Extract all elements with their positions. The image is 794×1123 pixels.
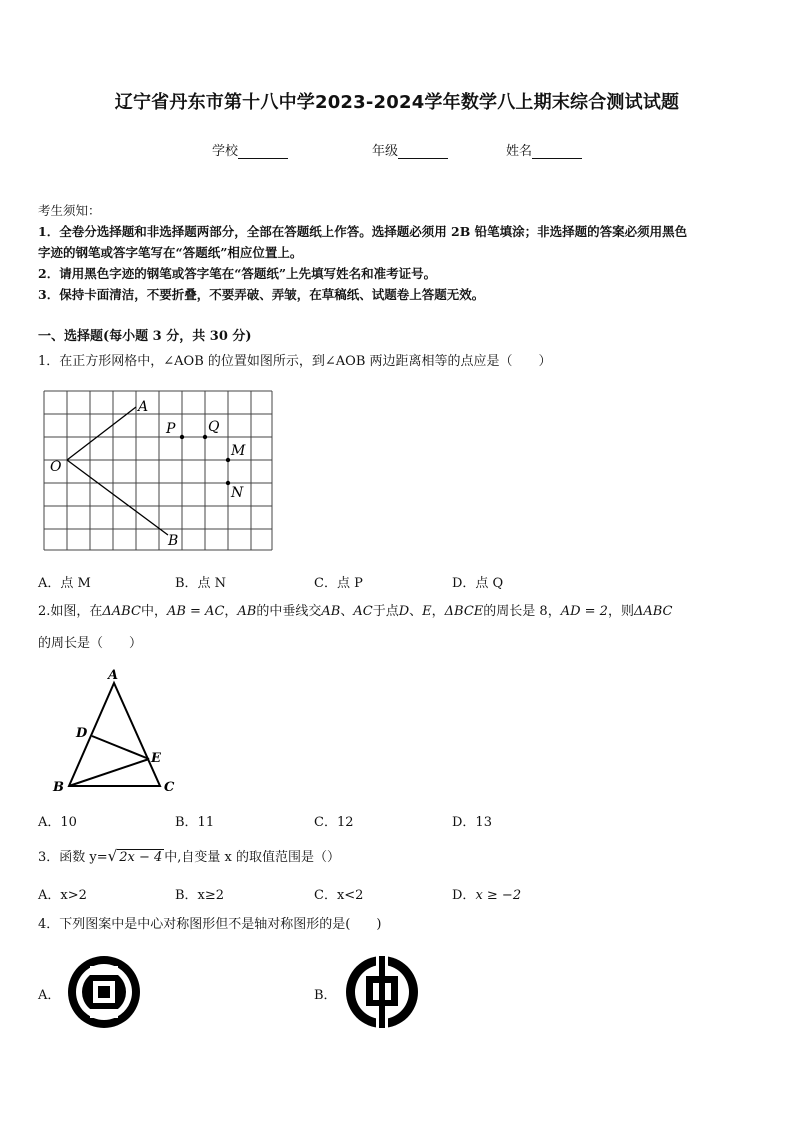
grid-lines <box>44 391 272 550</box>
bank-logo-icon <box>342 952 422 1032</box>
notice-heading: 考生须知： <box>38 203 101 218</box>
label-d: D <box>76 726 88 741</box>
q2-part: ， <box>224 604 238 619</box>
question-1-text: 1．在正方形网格中，∠AOB 的位置如图所示，到∠AOB 两边距离相等的点应是（ ） <box>38 354 552 369</box>
label-n: N <box>231 485 244 501</box>
q1-option-d: D．点 Q <box>452 576 504 591</box>
q2-part: 的中垂线交 <box>256 604 322 619</box>
grade-label: 年级 <box>372 144 399 159</box>
q2-math: AB <box>321 604 341 619</box>
label-b: B <box>168 533 179 549</box>
point-q <box>203 435 207 439</box>
label-q: Q <box>208 419 220 435</box>
label-a: A <box>138 399 149 415</box>
segment-be <box>69 759 149 786</box>
notice-item: 字迹的钢笔或答字笔写在“答题纸”相应位置上。 <box>38 245 303 260</box>
q3-text-before: 3．函数 y= <box>38 850 108 865</box>
school-field <box>212 140 288 159</box>
name-field <box>506 140 582 159</box>
q2-math: AD = 2 <box>560 604 608 619</box>
q2-option-a: A．10 <box>38 815 77 830</box>
point-p <box>180 435 184 439</box>
q1-option-c: C．点 P <box>314 576 363 591</box>
label-p: P <box>166 421 176 437</box>
q3-option-b: B．x≥2 <box>175 888 225 903</box>
name-label: 姓名 <box>506 144 533 159</box>
q2-part: ，则 <box>607 604 634 619</box>
q2-part: 于点 <box>372 604 399 619</box>
q3-option-a: A．x>2 <box>38 888 87 903</box>
q2-math: ΔABC <box>633 604 673 619</box>
grade-blank <box>398 144 448 159</box>
coin-symbol-icon <box>64 952 144 1032</box>
q2-part: ， <box>431 604 445 619</box>
q4-option-a: A． <box>38 988 61 1003</box>
q1-option-a: A．点 M <box>38 576 91 591</box>
school-blank <box>238 144 288 159</box>
question-2-text <box>38 602 673 622</box>
question-1-grid-figure <box>38 385 278 557</box>
q2-math: D <box>398 604 410 619</box>
q1-option-b: B．点 N <box>175 576 227 591</box>
q2-option-c: C．12 <box>314 815 354 830</box>
segment-de <box>92 736 149 759</box>
q2-part: 的周长是 8， <box>483 604 561 619</box>
page-title: 辽宁省丹东市第十八中学2023-2024学年数学八上期末综合测试试题 <box>114 92 680 113</box>
q2-part: 2.如图，在 <box>38 604 103 619</box>
ray-oa <box>67 407 136 460</box>
label-b: B <box>53 780 64 795</box>
sqrt-sign: √ <box>107 847 118 865</box>
q2-math: ΔABC <box>102 604 141 619</box>
point-m <box>226 458 230 462</box>
question-2-text-line2: 的周长是（ ） <box>38 636 143 651</box>
q3-radicand: 2x − 4 <box>119 850 163 865</box>
question-4-text: 4．下列图案中是中心对称图形但不是轴对称图形的是( ) <box>38 917 382 932</box>
label-c: C <box>164 780 175 795</box>
notice-block <box>38 200 758 305</box>
label-e: E <box>151 751 161 766</box>
name-blank <box>532 144 582 159</box>
notice-item: 2．请用黑色字迹的钢笔或答字笔在“答题纸”上先填写姓名和准考证号。 <box>38 266 437 281</box>
notice-item: 1．全卷分选择题和非选择题两部分，全部在答题纸上作答。选择题必须用 2B 铅笔填涂；非选择题的答案必须用黑色 <box>38 224 688 239</box>
q2-math: AB = AC <box>166 604 225 619</box>
ray-ob <box>67 460 168 535</box>
section-heading: 一、选择题(每小题 3 分，共 30 分) <box>38 329 252 344</box>
question-3-text <box>38 846 340 868</box>
q3-option-d-label: D． <box>452 888 476 903</box>
q3-option-c: C．x<2 <box>314 888 364 903</box>
q2-math: AC <box>353 604 373 619</box>
label-o: O <box>50 459 62 475</box>
q2-part: 中， <box>140 604 167 619</box>
q3-option-d <box>452 884 521 903</box>
question-2-triangle-figure <box>44 665 184 800</box>
label-m: M <box>231 443 246 459</box>
grade-field <box>372 140 448 159</box>
q3-option-d-math: x ≥ −2 <box>475 888 522 903</box>
q2-option-d: D．13 <box>452 815 492 830</box>
q2-math: ΔBCE <box>444 604 484 619</box>
q4-option-b: B． <box>314 988 337 1003</box>
q2-math: AB <box>237 604 257 619</box>
q2-part: 、 <box>409 604 423 619</box>
q3-text-after: 中,自变量 x 的取值范围是（） <box>164 850 340 865</box>
point-n <box>226 481 230 485</box>
q2-option-b: B．11 <box>175 815 215 830</box>
q2-math: E <box>422 604 432 619</box>
notice-item: 3．保持卡面清洁，不要折叠，不要弄破、弄皱，在草稿纸、试题卷上答题无效。 <box>38 287 485 302</box>
q2-part: 、 <box>340 604 354 619</box>
school-label: 学校 <box>212 144 239 159</box>
label-a: A <box>108 668 119 683</box>
